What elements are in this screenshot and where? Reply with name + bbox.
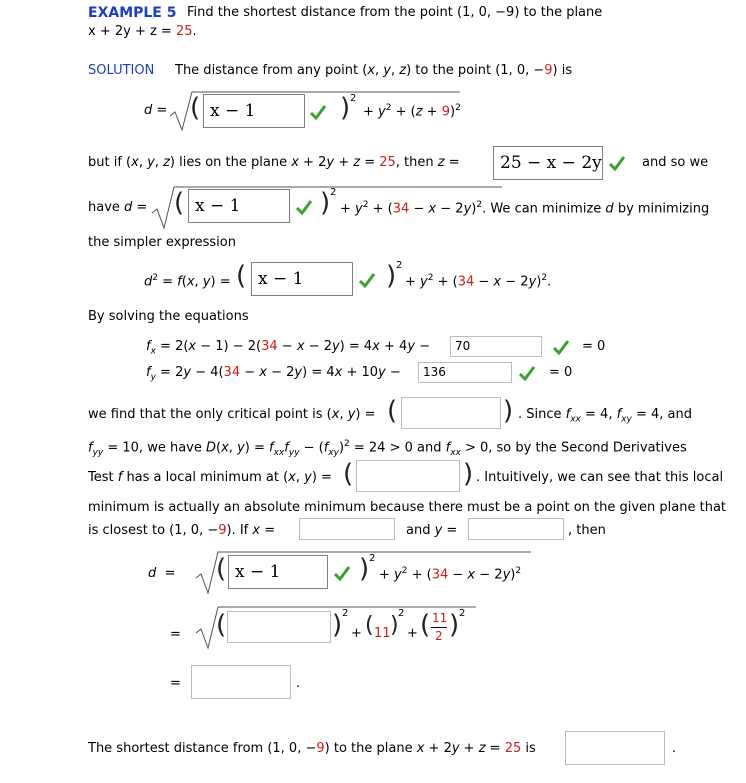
exp-2: 2 [330,187,337,198]
then-text: , then [568,523,606,538]
d-label: d = [144,103,168,118]
frac-denominator: 2 [435,629,443,643]
y-value-input[interactable] [468,518,564,540]
and-so-we: and so we [642,155,709,170]
paren-close-4: ) [503,396,514,426]
paren-close-2: ) [320,188,331,218]
critical-pre: we find that the only critical point is (x, y) = [88,407,376,422]
fxy-tail: + $y^2 + (34 - x - 2y)^2$. [405,273,552,290]
exp-2: 2 [369,553,376,564]
exp-2: 2 [398,608,405,619]
have-d: have d = [88,200,148,215]
frac-numerator: 11 [432,611,448,625]
check-icon [309,104,327,120]
fx-eq-zero: = 0 [582,339,606,354]
plane-line-pre: but if (x, y, z) lies on the plane x + 2y + z = 25, then z = [88,155,460,170]
equations-intro: By solving the equations [88,309,249,324]
z-answer-box[interactable]: 25 − x − 2y [493,146,603,180]
test-line: Test f has a local minimum at (x, y) = [88,470,332,485]
answer-box-4[interactable]: x − 1 [228,555,328,589]
check-icon [518,365,536,381]
check-icon [358,272,376,288]
paren-open-3: ( [236,261,247,291]
paren-open-4: ( [387,396,398,426]
fxy-lhs: $d^2 = f(x$, y) = [144,273,231,290]
answer-box-2[interactable]: x − 1 [188,189,290,223]
fx-equation: $f_x = 2(x - 1) - 2(34 - x - 2y) = 4x + 4y$ − [146,339,431,357]
x-value-input[interactable] [299,518,395,540]
paren-close-9: ) [449,610,460,640]
answer-box-1[interactable]: x − 1 [203,94,305,128]
final-d-label: d = [148,566,176,581]
final-d-tail: + $y^2 + (34 - x - 2y)^2$ [379,566,522,583]
check-icon [608,155,626,171]
paren-open-9: ( [420,610,431,640]
fy-eq-zero: = 0 [549,365,573,380]
answer-box-3[interactable]: x − 1 [251,262,353,296]
critical-point-input[interactable] [401,397,501,429]
paren-close-5: ) [463,459,474,489]
fx-constant-input[interactable]: 70 [450,336,542,357]
abs-min-text: minimum is actually an absolute minimum because there must be a point on the given plane that [88,500,727,515]
paren-open-2: ( [174,188,185,218]
check-icon [333,565,351,581]
sqrt-first-input[interactable] [227,611,331,643]
solution-label: SOLUTION [88,63,155,78]
exp-2: 2 [459,608,466,619]
closest-pre: is closest to (1, 0, −9). If x = [88,523,276,538]
distance-value-input[interactable] [191,665,291,699]
since-fxx: . Since $f_{xx} = 4$, $f_{xy} = 4$, and [518,407,692,425]
exp-2: 2 [350,93,357,104]
eq-sign-3: = [170,676,181,691]
paren-close-1: ) [340,93,351,123]
and-y: and y = [406,523,458,538]
plane-equation: x + 2y + z = 25. [88,24,197,39]
fy-constant-input[interactable]: 136 [418,362,512,383]
plus-1: + [351,626,362,641]
period-1: . [296,676,301,691]
period-2: . [672,741,677,756]
paren-close-3: ) [386,261,397,291]
sqrt-tail-1: + $y^2 + (z + 9)^2$ [363,103,461,120]
paren-close-6: ) [359,554,370,584]
answer-prompt: The shortest distance from (1, 0, −9) to the plane x + 2y + z = 25 is [88,741,536,756]
simpler-text: the simpler expression [88,235,236,250]
paren-open-5: ( [343,459,354,489]
eleven-value: 11 [374,626,391,641]
eq-sign-2: = [170,627,181,642]
have-tail: + $y^2 + (34 - x - 2y)^2$. We can minimize d by minimizing [340,200,710,217]
intuitively-text: . Intuitively, we can see that this local [476,470,724,485]
check-icon [295,199,313,215]
solution-intro: The distance from any point (x, y, z) to the point (1, 0, −9) is [175,63,573,78]
paren-close-7: ) [332,610,343,640]
exp-2: 2 [396,260,403,271]
example-label: EXAMPLE 5 [88,5,177,21]
d-test-line: $f_{yy} = 10$, we have D(x, $y) = f_{xx}f_{yy} - (f_{xy})^2 = 24 > 0$ and $f_{xx} > 0$, so by the Second Derivatives [88,439,687,458]
fy-equation: $f_y = 2y - 4(34 - x - 2y) = 4x + 10y$ − [146,365,401,383]
paren-open-1: ( [190,93,201,123]
plus-2: + [407,626,418,641]
paren-close-8: ) [390,613,399,638]
local-min-input[interactable] [356,460,460,492]
frac-bar [431,627,447,628]
check-icon [552,339,570,355]
final-answer-input[interactable] [565,731,665,765]
paren-open-7: ( [216,610,227,640]
paren-open-8: ( [365,613,374,638]
prompt-text: Find the shortest distance from the point (1, 0, −9) to the plane [187,5,603,20]
paren-open-6: ( [216,554,227,584]
exp-2: 2 [342,608,349,619]
